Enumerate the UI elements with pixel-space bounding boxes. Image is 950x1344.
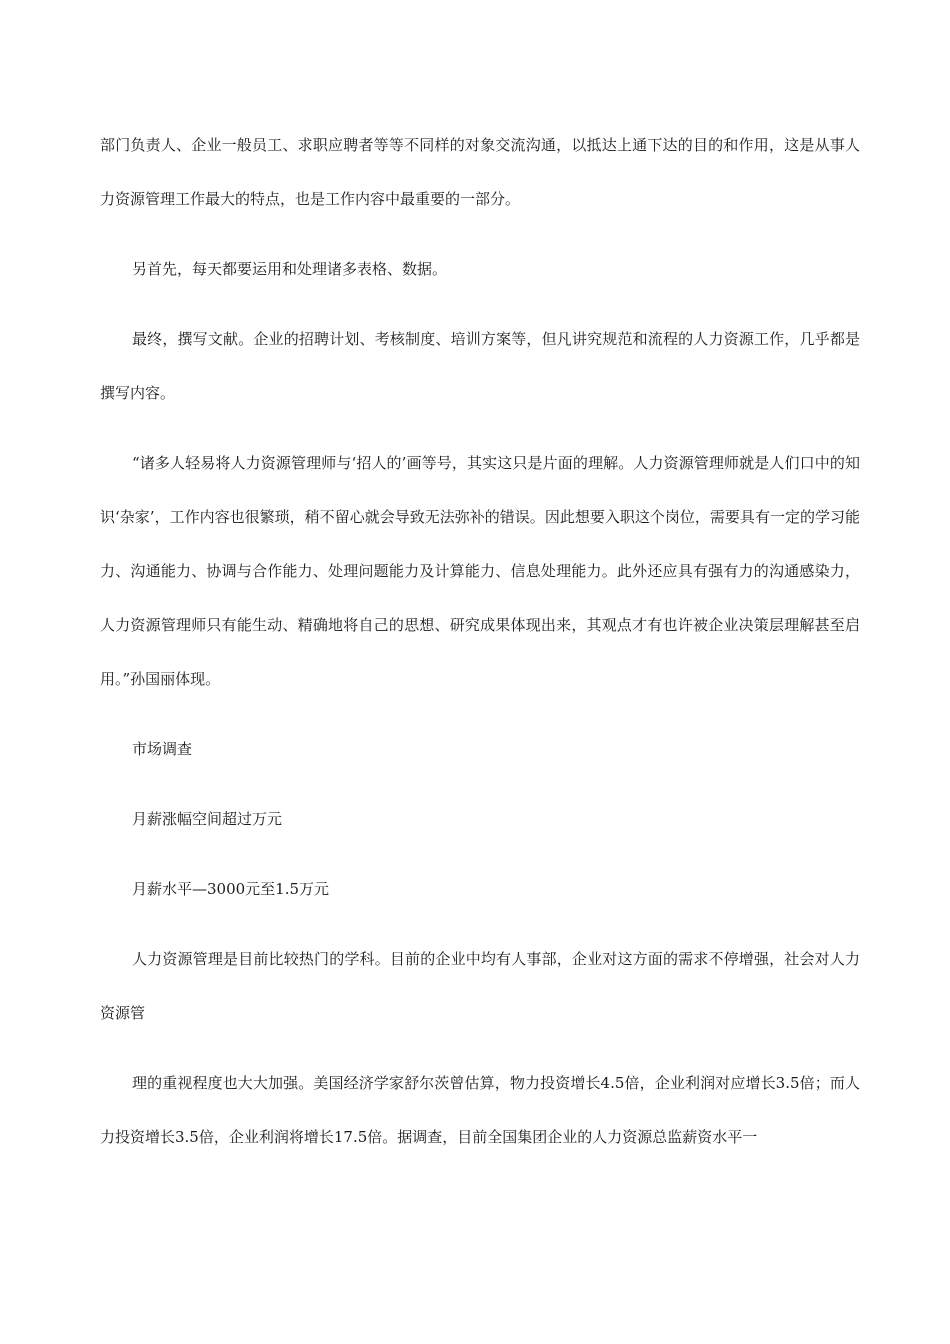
paragraph-tables-data: 另首先，每天都要运用和处理诸多表格、数据。 bbox=[132, 260, 448, 278]
paragraph-writing-documents: 最终，撰写文献。企业的招聘计划、考核制度、培训方案等，但凡讲究规范和流程的人力资源工作，几乎都是撰写内容。 bbox=[100, 330, 860, 402]
paragraph-investment-returns: 理的重视程度也大大加强。美国经济学家舒尔茨曾估算，物力投资增长4.5倍，企业利润对应增长3.5倍；而人力投资增长3.5倍，企业利润将增长17.5倍。据调查，目前全国集团企业的人力资源总监薪资水平一 bbox=[100, 1074, 860, 1146]
paragraph-hr-popular: 人力资源管理是目前比较热门的学科。目前的企业中均有人事部，企业对这方面的需求不停增强，社会对人力资源管 bbox=[100, 950, 860, 1022]
subheading-salary-level: 月薪水平—3000元至1.5万元 bbox=[132, 880, 330, 898]
section-heading-market-survey: 市场调查 bbox=[132, 740, 193, 758]
paragraph-communication: 部门负责人、企业一般员工、求职应聘者等等不同样的对象交流沟通，以抵达上通下达的目的和作用，这是从事人力资源管理工作最大的特点，也是工作内容中最重要的一部分。 bbox=[100, 136, 860, 208]
paragraph-quote: “诸多人轻易将人力资源管理师与‘招人的’画等号，其实这只是片面的理解。人力资源管理师就是人们口中的知识‘杂家’，工作内容也很繁琐，稍不留心就会导致无法弥补的错误。因此想要入职这个岗位，需要具有一定的学习能力、沟通能力、协调与合作能力、处理问题能力及计算能力、信息处理能力。此外还应具有强有力的沟通感染力，人力资源管理师只有能生动、精确地将自己的思想、研究成果体现出来，其观点才有也许被企业决策层理解甚至启用。”孙国丽体现。 bbox=[100, 454, 860, 688]
document-body bbox=[100, 118, 860, 1180]
subheading-salary-growth: 月薪涨幅空间超过万元 bbox=[132, 810, 283, 828]
